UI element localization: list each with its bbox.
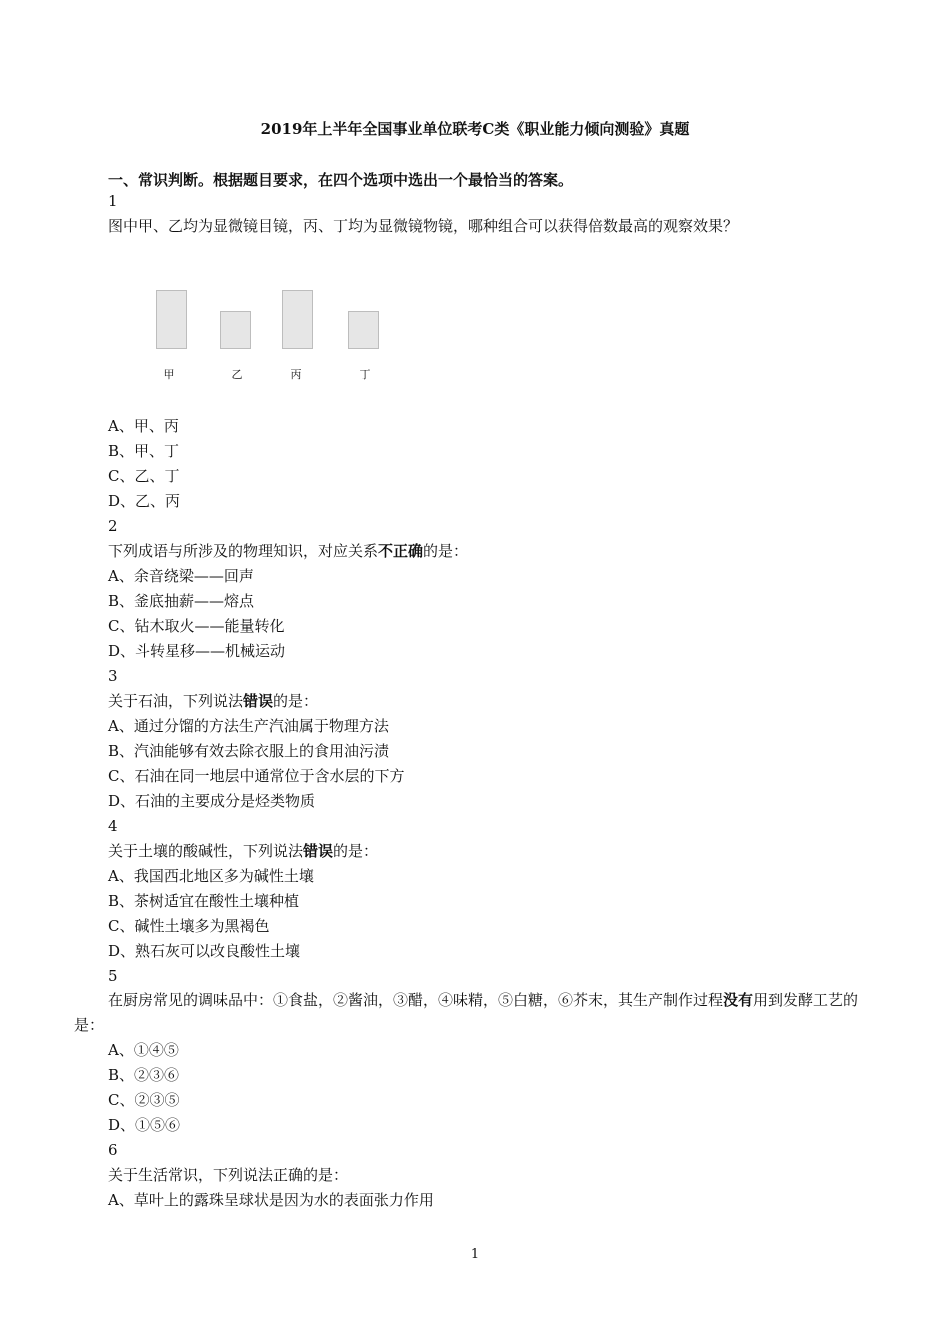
option-4b: B、茶树适宜在酸性土壤种植 <box>108 892 300 910</box>
document-title: 2019年上半年全国事业单位联考C类《职业能力倾向测验》真题 <box>260 120 690 138</box>
option-2a: A、余音绕梁——回声 <box>108 567 254 585</box>
option-6a: A、草叶上的露珠呈球状是因为水的表面张力作用 <box>108 1191 434 1209</box>
eyepiece-yi <box>220 311 251 349</box>
option-4d: D、熟石灰可以改良酸性土壤 <box>108 942 301 960</box>
microscope-lens-figure <box>150 286 390 386</box>
option-1a: A、甲、丙 <box>108 417 179 435</box>
figure-label-ding: 丁 <box>359 368 371 381</box>
option-2d: D、斗转星移——机械运动 <box>108 642 286 660</box>
question-stem-2: 下列成语与所涉及的物理知识，对应关系不正确的是： <box>108 542 469 560</box>
option-3d: D、石油的主要成分是烃类物质 <box>108 792 316 810</box>
figure-label-jia: 甲 <box>163 368 175 381</box>
option-3b: B、汽油能够有效去除衣服上的食用油污渍 <box>108 742 390 760</box>
question-number-6: 6 <box>108 1141 118 1159</box>
option-1d: D、乙、丙 <box>108 492 181 510</box>
question-number-1: 1 <box>108 192 118 210</box>
figure-label-yi: 乙 <box>231 368 243 381</box>
option-5d: D、①⑤⑥ <box>108 1116 181 1134</box>
question-stem-5: 在厨房常见的调味品中：①食盐，②酱油，③醋，④味精，⑤白糖，⑥芥末，其生产制作过程没有用到发酵工艺的是： <box>74 991 859 1034</box>
question-stem-6: 关于生活常识，下列说法正确的是： <box>108 1166 349 1184</box>
question-number-3: 3 <box>108 667 118 685</box>
option-2c: C、钻木取火——能量转化 <box>108 617 285 635</box>
objective-bing <box>282 290 313 349</box>
figure-label-bing: 丙 <box>290 368 302 381</box>
option-5a: A、①④⑤ <box>108 1041 179 1059</box>
page-number: 1 <box>470 1247 480 1262</box>
option-1b: B、甲、丁 <box>108 442 180 460</box>
question-number-4: 4 <box>108 817 118 835</box>
question-stem-3: 关于石油，下列说法错误的是： <box>108 692 319 710</box>
option-5c: C、②③⑤ <box>108 1091 180 1109</box>
option-5b: B、②③⑥ <box>108 1066 180 1084</box>
question-stem-1: 图中甲、乙均为显微镜目镜，丙、丁均为显微镜物镜，哪种组合可以获得倍数最高的观察效果？ <box>108 217 739 235</box>
question-number-5: 5 <box>108 967 118 985</box>
option-2b: B、釜底抽薪——熔点 <box>108 592 255 610</box>
objective-ding <box>348 311 379 349</box>
section-heading: 一、常识判断。根据题目要求，在四个选项中选出一个最恰当的答案。 <box>108 171 574 189</box>
option-4a: A、我国西北地区多为碱性土壤 <box>108 867 314 885</box>
option-4c: C、碱性土壤多为黑褐色 <box>108 917 270 935</box>
question-stem-4: 关于土壤的酸碱性，下列说法错误的是： <box>108 842 379 860</box>
option-3a: A、通过分馏的方法生产汽油属于物理方法 <box>108 717 389 735</box>
option-1c: C、乙、丁 <box>108 467 180 485</box>
question-number-2: 2 <box>108 517 118 535</box>
eyepiece-jia <box>156 290 187 349</box>
option-3c: C、石油在同一地层中通常位于含水层的下方 <box>108 767 405 785</box>
